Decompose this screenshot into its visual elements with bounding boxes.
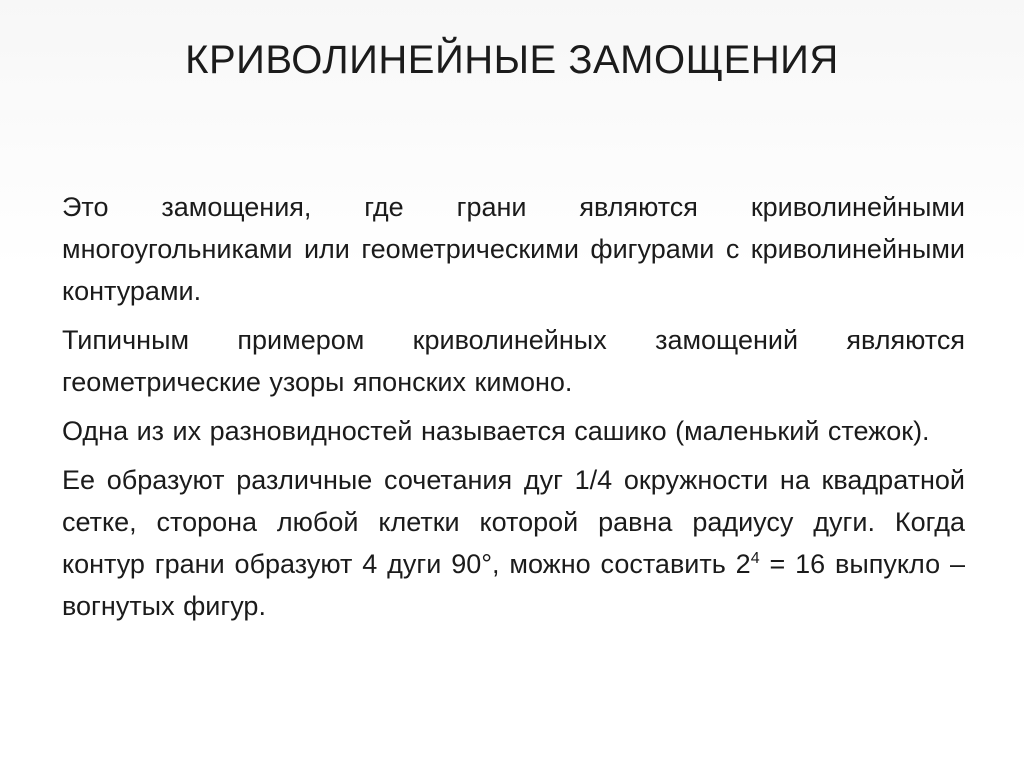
power-exponent: 4 xyxy=(750,550,760,567)
paragraph-definition: Это замощения, где грани являются криволинейными многоугольниками или геометрическими фигурами с криволинейными контурами. xyxy=(62,192,965,306)
slide-title: КРИВОЛИНЕЙНЫЕ ЗАМОЩЕНИЯ xyxy=(185,38,839,82)
paragraph-arcs-text: Ее образуют различные сочетания дуг 1/4 окружности на квадратной сетке, сторона любой клетки которой равна радиусу дуги. Когда контур грани образуют 4 дуги 90°, можно составить 2 xyxy=(62,465,965,579)
paragraph-example: Типичным примером криволинейных замощений являются геометрические узоры японских кимоно. xyxy=(62,325,965,397)
paragraph-arcs xyxy=(62,459,965,627)
paragraph-arcs-tail: = 16 выпукло – вогнутых фигур. xyxy=(62,549,965,621)
slide-body xyxy=(62,186,965,634)
paragraph-sashiko: Одна из их разновидностей называется сашико (маленький стежок). xyxy=(62,416,930,446)
